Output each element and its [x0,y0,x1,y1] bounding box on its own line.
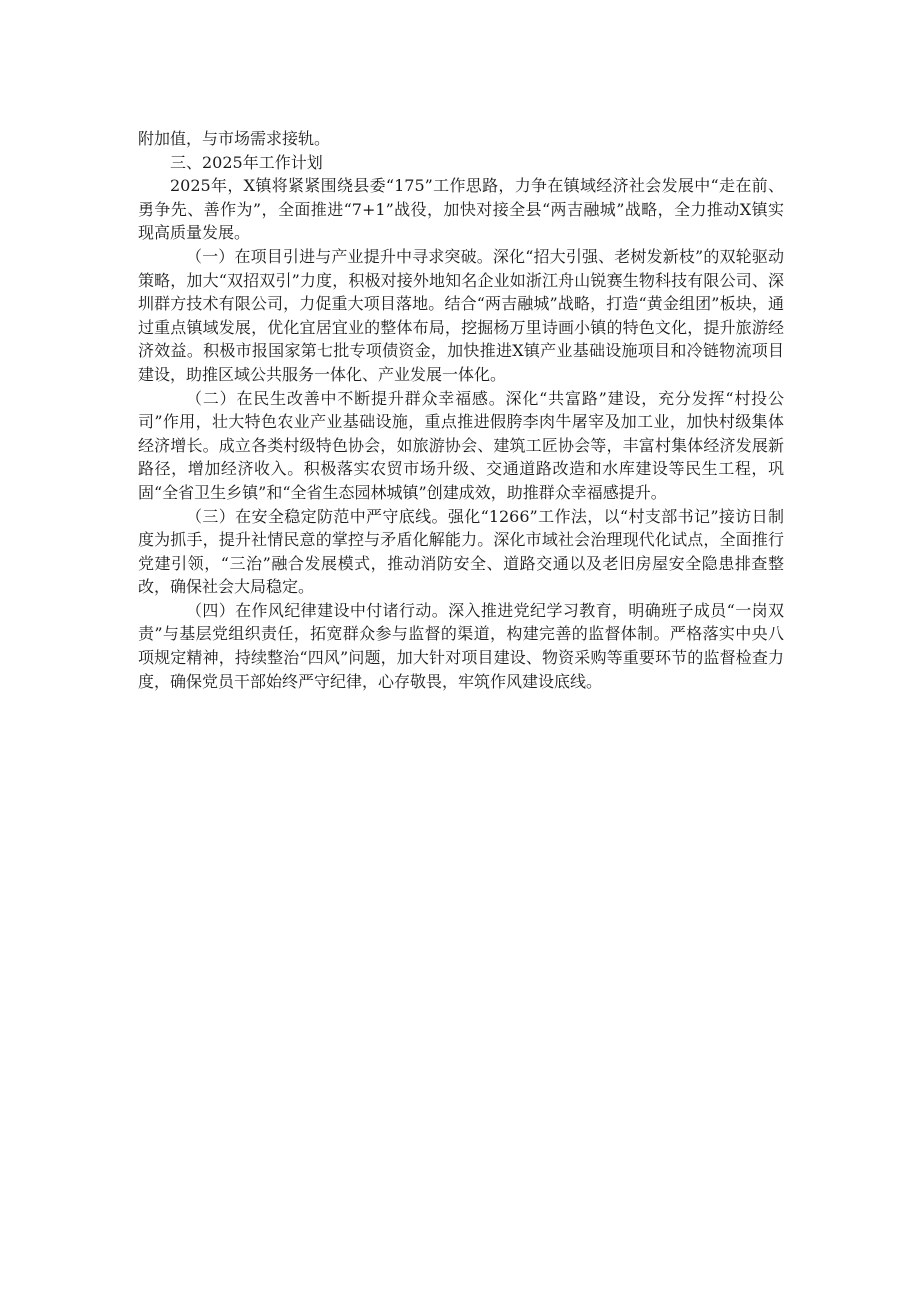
plan-item-1: （一）在项目引进与产业提升中寻求突破。深化“招大引强、老树发新枝”的双轮驱动策略，加大“双招双引”力度，积极对接外地知名企业如浙江舟山锐赛生物科技有限公司、深圳群方技术有限公司，力促重大项目落地。结合“两吉融城”战略，打造“黄金组团”板块，通过重点镇域发展，优化宜居宜业的整体布局，挖掘杨万里诗画小镇的特色文化，提升旅游经济效益。积极市报国家第七批专项债资金，加快推进X镇产业基础设施项目和冷链物流项目建设，助推区域公共服务一体化、产业发展一体化。 [138,246,784,384]
document-body [138,127,784,693]
intro-paragraph: 2025年，X镇将紧紧围绕县委“175”工作思路，力争在镇域经济社会发展中“走在前、勇争先、善作为”，全面推进“7+1”战役，加快对接全县“两吉融城”战略，全力推动X镇实现高质量发展。 [138,176,784,243]
plan-item-3: （三）在安全稳定防范中严守底线。强化“1266”工作法，以“村支部书记”接访日制度为抓手，提升社情民意的掌控与矛盾化解能力。深化市域社会治理现代化试点，全面推行党建引领，“三治”融合发展模式，推动消防安全、道路交通以及老旧房屋安全隐患排查整改，确保社会大局稳定。 [138,506,784,597]
continuation-paragraph: 附加值，与市场需求接轨。 [138,129,331,148]
plan-item-2: （二）在民生改善中不断提升群众幸福感。深化“共富路”建设，充分发挥“村投公司”作用，壮大特色农业产业基础设施，重点推进假胯李肉牛屠宰及加工业，加快村级集体经济增长。成立各类村级特色协会，如旅游协会、建筑工匠协会等，丰富村集体经济发展新路径，增加经济收入。积极落实农贸市场升级、交通道路改造和水库建设等民生工程，巩固“全省卫生乡镇”和“全省生态园林城镇”创建成效，助推群众幸福感提升。 [138,388,784,502]
section-heading: 三、2025年工作计划 [170,152,323,172]
plan-item-4: （四）在作风纪律建设中付诸行动。深入推进党纪学习教育，明确班子成员“一岗双责”与基层党组织责任，拓宽群众参与监督的渠道，构建完善的监督体制。严格落实中央八项规定精神，持续整治“四风”问题，加大针对项目建设、物资采购等重要环节的监督检查力度，确保党员干部始终严守纪律，心存敬畏，牢筑作风建设底线。 [138,600,784,691]
